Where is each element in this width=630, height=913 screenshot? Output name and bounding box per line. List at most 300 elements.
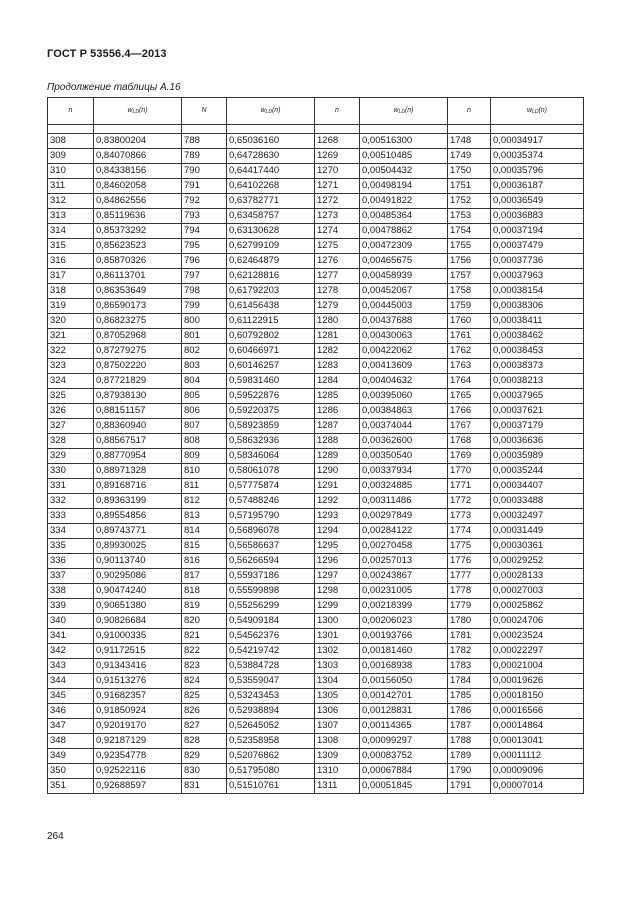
table-cell: 1298 bbox=[315, 584, 360, 599]
table-cell: 0,00035989 bbox=[491, 449, 584, 464]
table-cell: 1307 bbox=[315, 719, 360, 734]
table-row bbox=[48, 524, 584, 539]
table-cell: 0,56586637 bbox=[227, 539, 315, 554]
table-cell: 1289 bbox=[315, 449, 360, 464]
table-cell: 319 bbox=[48, 299, 94, 314]
table-cell: 346 bbox=[48, 704, 94, 719]
table-cell: 313 bbox=[48, 209, 94, 224]
table-cell: 1300 bbox=[315, 614, 360, 629]
table-cell: 0,57488246 bbox=[227, 494, 315, 509]
table-cell: 1292 bbox=[315, 494, 360, 509]
table-row bbox=[48, 629, 584, 644]
table-row bbox=[48, 344, 584, 359]
table-cell: 1305 bbox=[315, 689, 360, 704]
table-cell: 0,00099297 bbox=[360, 734, 448, 749]
table-cell: 0,00038462 bbox=[491, 329, 584, 344]
table-cell: 1295 bbox=[315, 539, 360, 554]
table-cell: 0,00374044 bbox=[360, 419, 448, 434]
table-cell: 0,00485364 bbox=[360, 209, 448, 224]
table-cell: 0,00478862 bbox=[360, 224, 448, 239]
table-cell: 0,00035796 bbox=[491, 164, 584, 179]
table-cell: 829 bbox=[182, 749, 227, 764]
table-cell: 0,87052968 bbox=[94, 329, 182, 344]
table-row bbox=[48, 734, 584, 749]
table-cell: 342 bbox=[48, 644, 94, 659]
table-cell: 811 bbox=[182, 479, 227, 494]
table-cell: 0,92522116 bbox=[94, 764, 182, 779]
table-cell: 1770 bbox=[448, 464, 491, 479]
table-cell: 0,00025862 bbox=[491, 599, 584, 614]
table-row bbox=[48, 569, 584, 584]
column-header: $w_{LD}(n)$ bbox=[94, 98, 182, 125]
table-cell: 0,00297849 bbox=[360, 509, 448, 524]
table-cell: 0,00034917 bbox=[491, 134, 584, 149]
table-cell: 330 bbox=[48, 464, 94, 479]
table-cell: 0,87279275 bbox=[94, 344, 182, 359]
table-cell: 819 bbox=[182, 599, 227, 614]
table-cell: 793 bbox=[182, 209, 227, 224]
table-cell: 1284 bbox=[315, 374, 360, 389]
table-cell: 0,57195790 bbox=[227, 509, 315, 524]
page-number: 264 bbox=[47, 831, 64, 842]
table-cell: 1287 bbox=[315, 419, 360, 434]
table-cell: 1277 bbox=[315, 269, 360, 284]
table-cell: 1302 bbox=[315, 644, 360, 659]
table-cell: 0,56896078 bbox=[227, 524, 315, 539]
table-cell: 0,86353649 bbox=[94, 284, 182, 299]
table-cell: 0,00465675 bbox=[360, 254, 448, 269]
column-header: n bbox=[315, 98, 360, 125]
table-row bbox=[48, 464, 584, 479]
table-cell: 331 bbox=[48, 479, 94, 494]
table-cell: 1282 bbox=[315, 344, 360, 359]
table-cell: 1775 bbox=[448, 539, 491, 554]
table-cell: 1272 bbox=[315, 194, 360, 209]
table-cell: 0,60792802 bbox=[227, 329, 315, 344]
table-cell: 1784 bbox=[448, 674, 491, 689]
table-cell: 788 bbox=[182, 134, 227, 149]
table-cell: 1749 bbox=[448, 149, 491, 164]
table-cell: 0,92187129 bbox=[94, 734, 182, 749]
table-cell: 0,00243867 bbox=[360, 569, 448, 584]
table-cell: 789 bbox=[182, 149, 227, 164]
table-cell: 1758 bbox=[448, 284, 491, 299]
table-cell: 0,00027003 bbox=[491, 584, 584, 599]
table-row bbox=[48, 539, 584, 554]
table-cell: 0,52938894 bbox=[227, 704, 315, 719]
table-cell: 1273 bbox=[315, 209, 360, 224]
table-row bbox=[48, 179, 584, 194]
table-cell: 1285 bbox=[315, 389, 360, 404]
table-cell: 339 bbox=[48, 599, 94, 614]
table-cell: 0,59831460 bbox=[227, 374, 315, 389]
table-cell: 0,64102268 bbox=[227, 179, 315, 194]
table-cell: 0,91172515 bbox=[94, 644, 182, 659]
table-cell: 1776 bbox=[448, 554, 491, 569]
table-cell: 0,00337934 bbox=[360, 464, 448, 479]
table-cell: 0,58632936 bbox=[227, 434, 315, 449]
table-cell: 0,00491822 bbox=[360, 194, 448, 209]
column-header: $w_{LD}(n)$ bbox=[491, 98, 584, 125]
table-cell: 1286 bbox=[315, 404, 360, 419]
table-cell: 1768 bbox=[448, 434, 491, 449]
table-cell: 0,00038411 bbox=[491, 314, 584, 329]
table-cell: 324 bbox=[48, 374, 94, 389]
table-cell: 0,00031449 bbox=[491, 524, 584, 539]
table-cell: 0,58923859 bbox=[227, 419, 315, 434]
table-cell: 0,90651380 bbox=[94, 599, 182, 614]
table-cell: 1274 bbox=[315, 224, 360, 239]
table-cell: 0,54909184 bbox=[227, 614, 315, 629]
table-cell: 0,00270458 bbox=[360, 539, 448, 554]
table-cell: 0,00037621 bbox=[491, 404, 584, 419]
table-cell: 1275 bbox=[315, 239, 360, 254]
table-row bbox=[48, 194, 584, 209]
table-cell: 0,88151157 bbox=[94, 404, 182, 419]
table-cell: 1766 bbox=[448, 404, 491, 419]
table-cell: 1294 bbox=[315, 524, 360, 539]
table-row bbox=[48, 134, 584, 149]
table-cell: 824 bbox=[182, 674, 227, 689]
table-cell: 1789 bbox=[448, 749, 491, 764]
table-cell: 0,00142701 bbox=[360, 689, 448, 704]
table-cell: 1790 bbox=[448, 764, 491, 779]
table-cell: 1304 bbox=[315, 674, 360, 689]
table-cell: 0,64417440 bbox=[227, 164, 315, 179]
table-cell: 0,00516300 bbox=[360, 134, 448, 149]
table-cell: 332 bbox=[48, 494, 94, 509]
table-cell: 0,00430063 bbox=[360, 329, 448, 344]
table-row bbox=[48, 764, 584, 779]
table-row bbox=[48, 314, 584, 329]
table-cell: 0,00311486 bbox=[360, 494, 448, 509]
table-cell: 1293 bbox=[315, 509, 360, 524]
table-cell: 0,91000335 bbox=[94, 629, 182, 644]
table-caption: Продолжение таблицы А.16 bbox=[47, 82, 181, 93]
table-row bbox=[48, 269, 584, 284]
table-cell: 0,00472309 bbox=[360, 239, 448, 254]
table-cell: 0,00014864 bbox=[491, 719, 584, 734]
table-cell: 0,00018150 bbox=[491, 689, 584, 704]
table-cell: 0,00445003 bbox=[360, 299, 448, 314]
table-row bbox=[48, 689, 584, 704]
table-cell: 335 bbox=[48, 539, 94, 554]
table-cell: 0,90826684 bbox=[94, 614, 182, 629]
table-cell: 0,00038154 bbox=[491, 284, 584, 299]
table-cell: 1291 bbox=[315, 479, 360, 494]
table-cell: 0,61456438 bbox=[227, 299, 315, 314]
table-cell: 1306 bbox=[315, 704, 360, 719]
table-cell: 0,87502220 bbox=[94, 359, 182, 374]
table-cell: 0,00437688 bbox=[360, 314, 448, 329]
table-row bbox=[48, 329, 584, 344]
table-cell: 0,53559047 bbox=[227, 674, 315, 689]
table-cell: 0,00395060 bbox=[360, 389, 448, 404]
table-cell: 350 bbox=[48, 764, 94, 779]
table-row bbox=[48, 449, 584, 464]
table-cell: 0,00019626 bbox=[491, 674, 584, 689]
table-cell: 0,00083752 bbox=[360, 749, 448, 764]
table-row bbox=[48, 509, 584, 524]
table-cell: 316 bbox=[48, 254, 94, 269]
table-cell: 814 bbox=[182, 524, 227, 539]
table-cell: 825 bbox=[182, 689, 227, 704]
table-cell: 0,84602058 bbox=[94, 179, 182, 194]
table-cell: 0,00362600 bbox=[360, 434, 448, 449]
table-cell: 0,60466971 bbox=[227, 344, 315, 359]
table-cell: 341 bbox=[48, 629, 94, 644]
table-cell: 1309 bbox=[315, 749, 360, 764]
table-cell: 0,59522876 bbox=[227, 389, 315, 404]
table-cell: 0,63458757 bbox=[227, 209, 315, 224]
table-cell: 344 bbox=[48, 674, 94, 689]
table-cell: 0,00037963 bbox=[491, 269, 584, 284]
table-cell: 0,87721829 bbox=[94, 374, 182, 389]
table-cell: 0,00036636 bbox=[491, 434, 584, 449]
column-header: $w_{LD}(n)$ bbox=[360, 98, 448, 125]
table-cell: 0,63782771 bbox=[227, 194, 315, 209]
table-cell: 0,00404632 bbox=[360, 374, 448, 389]
column-header: n bbox=[448, 98, 491, 125]
table-cell: 1270 bbox=[315, 164, 360, 179]
table-cell: 1269 bbox=[315, 149, 360, 164]
table-cell: 797 bbox=[182, 269, 227, 284]
table-cell: 807 bbox=[182, 419, 227, 434]
table-cell: 1303 bbox=[315, 659, 360, 674]
table-cell: 1297 bbox=[315, 569, 360, 584]
table-cell: 1279 bbox=[315, 299, 360, 314]
table-cell: 830 bbox=[182, 764, 227, 779]
column-header: n bbox=[48, 98, 94, 125]
table-cell: 351 bbox=[48, 779, 94, 794]
table-cell: 0,00384863 bbox=[360, 404, 448, 419]
table-cell: 0,00007014 bbox=[491, 779, 584, 794]
table-cell: 0,53884728 bbox=[227, 659, 315, 674]
table-cell: 0,60146257 bbox=[227, 359, 315, 374]
table-cell: 0,89554856 bbox=[94, 509, 182, 524]
table-row bbox=[48, 779, 584, 794]
table-cell: 1276 bbox=[315, 254, 360, 269]
table-cell: 0,51795080 bbox=[227, 764, 315, 779]
table-cell: 1311 bbox=[315, 779, 360, 794]
table-cell: 1791 bbox=[448, 779, 491, 794]
table-cell: 0,00422062 bbox=[360, 344, 448, 359]
table-cell: 1751 bbox=[448, 179, 491, 194]
table-cell: 0,00035374 bbox=[491, 149, 584, 164]
table-cell: 1752 bbox=[448, 194, 491, 209]
table-cell: 795 bbox=[182, 239, 227, 254]
table-cell: 0,00037965 bbox=[491, 389, 584, 404]
table-cell: 0,90474240 bbox=[94, 584, 182, 599]
table-cell: 0,88971328 bbox=[94, 464, 182, 479]
table-cell: 0,55937186 bbox=[227, 569, 315, 584]
table-cell: 345 bbox=[48, 689, 94, 704]
table-cell: 794 bbox=[182, 224, 227, 239]
table-cell: 348 bbox=[48, 734, 94, 749]
table-cell: 0,00218399 bbox=[360, 599, 448, 614]
table-cell: 822 bbox=[182, 644, 227, 659]
table-cell: 0,89168716 bbox=[94, 479, 182, 494]
table-cell: 808 bbox=[182, 434, 227, 449]
table-cell: 337 bbox=[48, 569, 94, 584]
table-cell: 0,00181460 bbox=[360, 644, 448, 659]
table-cell: 0,00023524 bbox=[491, 629, 584, 644]
table-cell: 311 bbox=[48, 179, 94, 194]
table-cell: 314 bbox=[48, 224, 94, 239]
table-cell: 1308 bbox=[315, 734, 360, 749]
table-cell: 809 bbox=[182, 449, 227, 464]
table-cell: 0,00022297 bbox=[491, 644, 584, 659]
table-cell: 328 bbox=[48, 434, 94, 449]
table-cell: 810 bbox=[182, 464, 227, 479]
table-cell: 0,00016566 bbox=[491, 704, 584, 719]
table-cell: 812 bbox=[182, 494, 227, 509]
table-cell: 325 bbox=[48, 389, 94, 404]
table-cell: 0,00413609 bbox=[360, 359, 448, 374]
table-header-row bbox=[48, 98, 584, 125]
table-cell: 1778 bbox=[448, 584, 491, 599]
table-row bbox=[48, 644, 584, 659]
table-cell: 0,85373292 bbox=[94, 224, 182, 239]
table-cell: 0,91513276 bbox=[94, 674, 182, 689]
table-cell: 0,56266594 bbox=[227, 554, 315, 569]
table-row bbox=[48, 599, 584, 614]
table-cell: 326 bbox=[48, 404, 94, 419]
table-cell: 0,92019170 bbox=[94, 719, 182, 734]
table-cell: 0,00037479 bbox=[491, 239, 584, 254]
table-cell: 1280 bbox=[315, 314, 360, 329]
table-cell: 315 bbox=[48, 239, 94, 254]
table-row bbox=[48, 479, 584, 494]
table-cell: 321 bbox=[48, 329, 94, 344]
table-cell: 0,00037194 bbox=[491, 224, 584, 239]
table-cell: 0,85870326 bbox=[94, 254, 182, 269]
table-cell: 0,88360940 bbox=[94, 419, 182, 434]
table-row bbox=[48, 254, 584, 269]
table-cell: 322 bbox=[48, 344, 94, 359]
table-cell: 1748 bbox=[448, 134, 491, 149]
table-cell: 0,90295086 bbox=[94, 569, 182, 584]
table-cell: 0,84070866 bbox=[94, 149, 182, 164]
table-cell: 0,58061078 bbox=[227, 464, 315, 479]
table-cell: 0,84862556 bbox=[94, 194, 182, 209]
table-cell: 338 bbox=[48, 584, 94, 599]
table-cell: 0,00024706 bbox=[491, 614, 584, 629]
table-cell: 0,88770954 bbox=[94, 449, 182, 464]
table-cell: 0,91850924 bbox=[94, 704, 182, 719]
table-row bbox=[48, 404, 584, 419]
table-cell: 0,00498194 bbox=[360, 179, 448, 194]
table-cell: 0,61792203 bbox=[227, 284, 315, 299]
table-cell: 0,58346064 bbox=[227, 449, 315, 464]
table-cell: 1782 bbox=[448, 644, 491, 659]
table-row bbox=[48, 374, 584, 389]
table-cell: 0,00011112 bbox=[491, 749, 584, 764]
table-cell: 0,00036549 bbox=[491, 194, 584, 209]
table-cell: 1761 bbox=[448, 329, 491, 344]
table-row bbox=[48, 719, 584, 734]
table-cell: 1301 bbox=[315, 629, 360, 644]
table-row bbox=[48, 389, 584, 404]
table-cell: 1781 bbox=[448, 629, 491, 644]
table-cell: 1769 bbox=[448, 449, 491, 464]
table-cell: 818 bbox=[182, 584, 227, 599]
table-row bbox=[48, 434, 584, 449]
table-cell: 0,00458939 bbox=[360, 269, 448, 284]
table-cell: 0,52358958 bbox=[227, 734, 315, 749]
table-cell: 0,89743771 bbox=[94, 524, 182, 539]
table-cell: 0,90113740 bbox=[94, 554, 182, 569]
table-cell: 0,00206023 bbox=[360, 614, 448, 629]
table-cell: 799 bbox=[182, 299, 227, 314]
table-cell: 792 bbox=[182, 194, 227, 209]
table-cell: 0,00510485 bbox=[360, 149, 448, 164]
table-spacer-row bbox=[48, 125, 584, 134]
table-cell: 0,00028133 bbox=[491, 569, 584, 584]
table-cell: 0,92688597 bbox=[94, 779, 182, 794]
table-cell: 0,84338156 bbox=[94, 164, 182, 179]
table-cell: 0,00033488 bbox=[491, 494, 584, 509]
table-cell: 1762 bbox=[448, 344, 491, 359]
table-cell: 0,89363199 bbox=[94, 494, 182, 509]
table-row bbox=[48, 659, 584, 674]
table-row bbox=[48, 749, 584, 764]
table-cell: 0,00257013 bbox=[360, 554, 448, 569]
table-cell: 0,00128831 bbox=[360, 704, 448, 719]
table-cell: 0,00038453 bbox=[491, 344, 584, 359]
table-cell: 334 bbox=[48, 524, 94, 539]
table-cell: 312 bbox=[48, 194, 94, 209]
table-cell: 0,00021004 bbox=[491, 659, 584, 674]
table-cell: 1787 bbox=[448, 719, 491, 734]
table-cell: 1771 bbox=[448, 479, 491, 494]
table-cell: 1757 bbox=[448, 269, 491, 284]
table-cell: 340 bbox=[48, 614, 94, 629]
table-cell: 0,87938130 bbox=[94, 389, 182, 404]
table-cell: 0,57775874 bbox=[227, 479, 315, 494]
table-cell: 0,00009096 bbox=[491, 764, 584, 779]
table-cell: 1785 bbox=[448, 689, 491, 704]
table-cell: 0,62464879 bbox=[227, 254, 315, 269]
table-cell: 0,00038373 bbox=[491, 359, 584, 374]
table-cell: 0,00504432 bbox=[360, 164, 448, 179]
table-cell: 1783 bbox=[448, 659, 491, 674]
data-table bbox=[47, 97, 584, 794]
table-row bbox=[48, 299, 584, 314]
table-cell: 1777 bbox=[448, 569, 491, 584]
table-cell: 805 bbox=[182, 389, 227, 404]
table-row bbox=[48, 224, 584, 239]
column-header: $w_{LD}(n)$ bbox=[227, 98, 315, 125]
table-cell: 0,00193766 bbox=[360, 629, 448, 644]
table-cell: 1296 bbox=[315, 554, 360, 569]
table-cell: 1788 bbox=[448, 734, 491, 749]
table-row bbox=[48, 419, 584, 434]
table-cell: 0,00032497 bbox=[491, 509, 584, 524]
table-cell: 0,00030361 bbox=[491, 539, 584, 554]
table-cell: 820 bbox=[182, 614, 227, 629]
table-cell: 0,59220375 bbox=[227, 404, 315, 419]
table-cell: 0,54219742 bbox=[227, 644, 315, 659]
table-cell: 333 bbox=[48, 509, 94, 524]
table-cell: 1774 bbox=[448, 524, 491, 539]
table-cell: 0,00324885 bbox=[360, 479, 448, 494]
table-cell: 0,00168938 bbox=[360, 659, 448, 674]
table-cell: 1767 bbox=[448, 419, 491, 434]
table-cell: 0,00034407 bbox=[491, 479, 584, 494]
table-cell: 1765 bbox=[448, 389, 491, 404]
table-cell: 0,61122915 bbox=[227, 314, 315, 329]
